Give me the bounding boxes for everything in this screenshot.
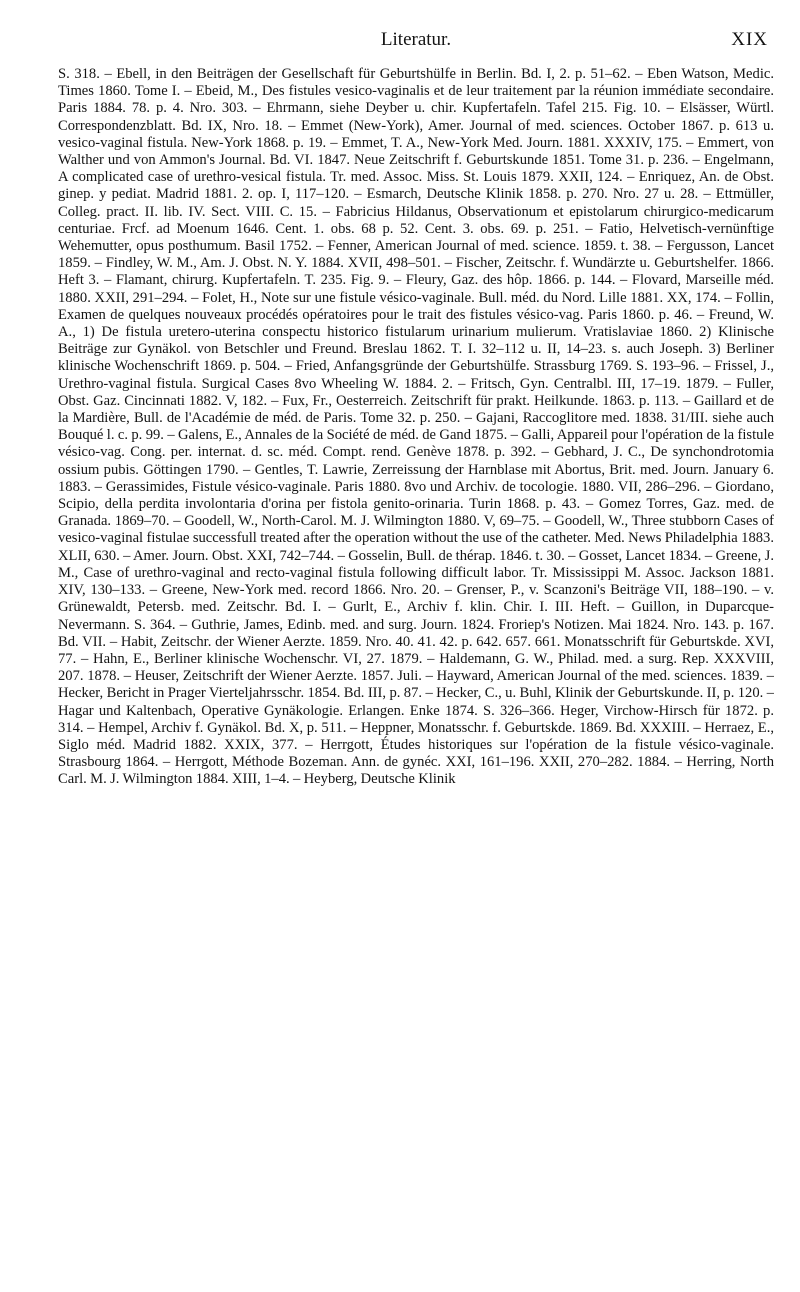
bibliography-paragraph: S. 318. – Ebell, in den Beiträgen der Gesellschaft für Geburtshülfe in Berlin. Bd. I, 2. p. 51–62. – Eben Watson, Medic. Times 1860. Tome I. – Ebeid, M., Des fistules vesico-vaginalis et de leur traitement par la réunion immédiate secondaire. Paris 1884. 78. p. 4. Nro. 303. – Ehrmann, siehe Deyber u. chir. Kupfertafeln. Tafel 215. Fig. 10. – Elsässer, Würtl. Correspondenzblatt. Bd. IX, Nro. 18. – Emmet (New-York), Amer. Journal of med. sciences. October 1867. p. 613 u. vesico-vaginal fistula. New-York 1868. p. 19. – Emmet, T. A., New-York Med. Journ. 1881. XXXIV, 175. – Emmert, von Walther und von Ammon's Journal. Bd. VI. 1847. Neue Zeitschrift f. Geburtskunde 1851. Tome 31. p. 236. – Engelmann, A complicated case of urethro-vesical fistula. Tr. med. Assoc. Miss. St. Louis 1879. XXII, 124. – Enriquez, An. de Obst. ginep. y pediat. Madrid 1881. 2. op. I, 117–120. – Esmarch, Deutsche Klinik 1858. p. 270. Nro. 27 u. 28. – Ettmüller, Colleg. pract. II. lib. IV. Sect. VIII. C. 15. – Fabricius Hildanus, Observationum et epistolarum chirurgico-medicarum centuriae. Frcf. ad Moenum 1646. Cent. 1. obs. 68 p. 52. Cent. 3. obs. 69. p. 251. – Fatio, Helvetisch-vernünftige Wehemutter, opus posthumum. Basil 1752. – Fenner, American Journal of med. science. 1859. t. 38. – Fergusson, Lancet 1859. – Findley, W. M., Am. J. Obst. N. Y. 1884. XVII, 498–501. – Fischer, Zeitschr. f. Wundärzte u. Geburtshelfer. 1866. Heft 3. – Flamant, chirurg. Kupfertafeln. T. 235. Fig. 9. – Fleury, Gaz. des hôp. 1866. p. 144. – Flovard, Marseille méd. 1880. XXII, 291–294. – Folet, H., Note sur une fistule vésico-vaginale. Bull. méd. du Nord. Lille 1881. XX, 174. – Follin, Examen de quelques nouveaux procédés opératoires pour le trait des fistules vésico-vag. Paris 1860. p. 46. – Freund, W. A., 1) De fistula uretero-uterina conspectu historico fistularum urinarium mulierum. Vratislaviae 1860. 2) Klinische Beiträge zur Gynäkol. von Betschler und Freund. Breslau 1862. T. I. 32–112 u. II, 14–23. s. auch Joseph. 3) Berliner klinische Wochenschrift 1869. p. 504. – Fried, Anfangsgründe der Geburtshülfe. Strassburg 1769. S. 193–96. – Frissel, J., Urethro-vaginal fistula. Surgical Cases 8vo Wheeling W. 1884. 2. – Fritsch, Gyn. Centralbl. III, 17–19. 1879. – Fuller, Obst. Gaz. Cincinnati 1882. V, 182. – Fux, Fr., Oesterreich. Zeitschrift für prakt. Heilkunde. 1863. p. 113. – Gaillard et de la Mardière, Bull. de l'Académie de méd. de Paris. Tome 32. p. 250. – Gajani, Raccoglitore med. 1838. 31/III. siehe auch Bouqué l. c. p. 99. – Galens, E., Annales de la Société de méd. de Gand 1875. – Galli, Appareil pour l'opération de la fistule vésico-vag. Cong. per. internat. d. sc. méd. Compt. rend. Genève 1878. p. 392. – Gebhard, J. C., De synchondrotomia ossium pubis. Göttingen 1790. – Gentles, T. Lawrie, Zerreissung der Harnblase mit Abortus, Brit. med. Journ. January 6. 1883. – Gerassimides, Fistule vésico-vaginale. Paris 1880. 8vo und Archiv. de tocologie. 1880. VII, 286–296. – Giordano, Scipio, della perdita involontaria d'orina per fistola genito-orinaria. Turin 1868. p. 43. – Gomez Torres, Gaz. med. de Granada. 1869–70. – Goodell, W., North-Carol. M. J. Wilmington 1880. V, 69–75. – Goodell, W., Three stubborn Cases of vesico-vaginal fistulae successfull treated after the operation without the use of the catheter. Med. News Philadelphia 1883. XLII, 630. – Amer. Journ. Obst. XXI, 742–744. – Gosselin, Bull. de thérap. 1846. t. 30. – Gosset, Lancet 1834. – Greene, J. M., Case of urethro-vaginal and recto-vaginal fistula following difficult labor. Tr. Mississippi M. Assoc. Jackson 1881. XIV, 130–133. – Greene, New-York med. record 1866. Nro. 20. – Grenser, P., v. Scanzoni's Beiträge VII, 188–190. – v. Grünewaldt, Petersb. med. Zeitschr. Bd. I. – Gurlt, E., Archiv f. klin. Chir. I. III. Heft. – Guillon, in Duparcque-Nevermann. S. 364. – Guthrie, James, Edinb. med. and surg. Journ. 1824. Froriep's Notizen. Mai 1824. Nro. 143. p. 167. Bd. VII. – Habit, Zeitschr. der Wiener Aerzte. 1859. Nro. 40. 41. 42. p. 642. 657. 661. Monatsschrift für Geburtskde. XVI, 77. – Hahn, E., Berliner klinische Wochenschr. VI, 27. 1879. – Haldemann, G. W., Philad. med. a surg. Rep. XXXVIII, 207. 1878. – Heuser, Zeitschrift der Wiener Aerzte. 1857. Juli. – Hayward, American Journal of the med. sciences. 1839. – Hecker, Bericht in Prager Vierteljahrsschr. 1854. Bd. III, p. 87. – Hecker, C., u. Buhl, Klinik der Geburtskunde. II, p. 120. – Hagar und Kaltenbach, Operative Gynäkologie. Erlangen. Enke 1874. S. 326–366. Heger, Virchow-Hirsch für 1872. p. 314. – Hempel, Archiv f. Gynäkol. Bd. X, p. 511. – Heppner, Monatsschr. f. Geburtskde. 1869. Bd. XXXIII. – Herraez, E., Siglo méd. Madrid 1882. XXIX, 377. – Herrgott, Études historiques sur l'opération de la fistule vésico-vaginale. Strasbourg 1864. – Herrgott, Méthode Bozeman. Ann. de gynéc. XXI, 161–196. XXII, 270–282. 1884. – Herring, North Carl. M. J. Wilmington 1884. XIII, 1–4. – Heyberg, Deutsche Klinik [58,66,774,788]
running-head [58,28,774,52]
running-title: Literatur. [380,29,452,50]
book-page [58,28,774,1278]
page-number: XIX [731,29,768,50]
